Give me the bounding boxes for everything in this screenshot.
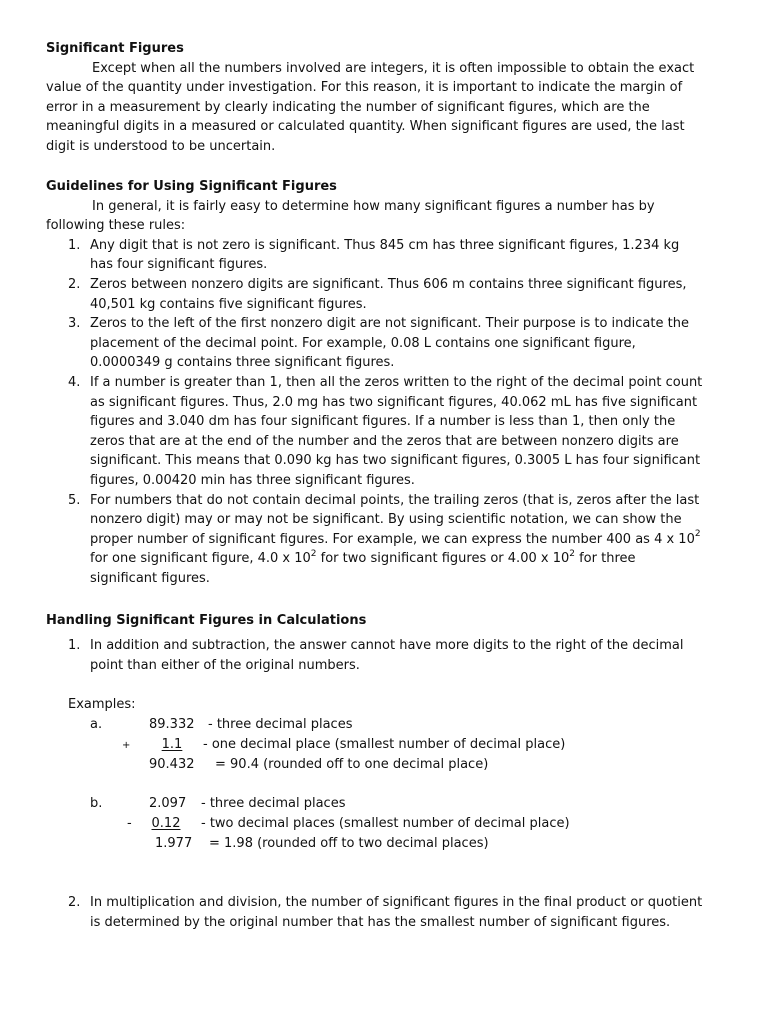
calc-rule-2 [46, 893, 768, 932]
rule-item [46, 275, 706, 314]
rule-text: Zeros to the left of the first nonzero digit are not significant. Their purpose is to indicate the placement of the decimal point. For example, 0.08 L contains one significant figure, 0.0000349 g contains three significant figures. [90, 316, 689, 371]
operand-2: 0.12 [151, 816, 181, 831]
exponent: 2 [310, 548, 317, 559]
examples-label: Examples: [68, 697, 136, 712]
calculations-section [46, 611, 768, 631]
operand-2-note: - two decimal places (smallest number of decimal place) [201, 816, 570, 831]
rounded-result: = 90.4 (rounded off to one decimal place) [215, 757, 489, 772]
section-heading-guidelines: Guidelines for Using Significant Figures [46, 179, 337, 194]
rule-text: Any digit that is not zero is significant. Thus 845 cm has three significant figures, 1.234 kg has four significant figures. [90, 237, 680, 273]
example-letter: a. [90, 717, 103, 732]
minus-sign: - [127, 816, 132, 831]
rule-item [46, 314, 706, 373]
rule-number: 4. [68, 374, 81, 390]
rule-item [46, 491, 706, 589]
rule-number: 1. [68, 237, 81, 253]
calc-item-text: In addition and subtraction, the answer cannot have more digits to the right of the decimal point than either of the original numbers. [90, 638, 684, 673]
rounded-result: = 1.98 (rounded off to two decimal places) [209, 836, 489, 851]
calc-item-number: 1. [68, 638, 81, 653]
rule-text-part: For numbers that do not contain decimal points, the trailing zeros (that is, zeros after the last nonzero digit) may or may not be significant. By using scientific notation, we can show the proper number of significant figures. For example, we can express the number 400 as 4 x 10 [90, 492, 700, 547]
calc-item-number: 2. [68, 895, 81, 910]
operand-1: 89.332 [149, 717, 195, 732]
guidelines-section [46, 177, 768, 588]
rule-text: Zeros between nonzero digits are significant. Thus 606 m contains three significant figures, 40,501 kg contains five significant figures. [90, 276, 687, 312]
rules-list [46, 236, 706, 589]
rule-number: 5. [68, 492, 81, 508]
rule-item [46, 236, 706, 275]
rule-item [46, 373, 706, 491]
rule-text-part: for one significant figure, 4.0 x 10 [90, 551, 311, 567]
guidelines-intro: In general, it is fairly easy to determine how many significant figures a number has by following these rules: [46, 198, 655, 234]
rule-number: 3. [68, 316, 81, 332]
calc-list-2 [46, 893, 706, 932]
rule-number: 2. [68, 276, 81, 292]
sum-result: 90.432 [149, 757, 195, 772]
calc-item [46, 893, 706, 932]
section-heading-calculations: Handling Significant Figures in Calculations [46, 613, 367, 628]
calc-item-text: In multiplication and division, the number of significant figures in the final product or quotient is determined by the original number that has the smallest number of significant figures. [90, 895, 703, 930]
section-heading-significant-figures: Significant Figures [46, 41, 184, 56]
difference-result: 1.977 [155, 836, 193, 851]
significant-figures-section [46, 39, 768, 157]
rule-text: If a number is greater than 1, then all the zeros written to the right of the decimal point count as significant figures. Thus, 2.0 mg has two significant figures, 40.062 mL has five significant figures and 3.040 dm has four significant figures. If a number is less than 1, then only the zeros that are at the end of the number and the zeros that are between nonzero digits are significant. This means that 0.090 kg has two significant figures, 0.3005 L has four significant figures, 0.00420 min has three significant figures. [90, 374, 703, 488]
rule-text-part: for three significant figures. [90, 551, 636, 586]
intro-paragraph: Except when all the numbers involved are integers, it is often impossible to obtain the exact value of the quantity under investigation. For this reason, it is important to indicate the margin of error in a measurement by clearly indicating the number of significant figures, which are the meaningful digits in a measured or calculated quantity. When significant figures are used, the last digit is understood to be uncertain. [46, 60, 695, 154]
operand-1: 2.097 [149, 796, 187, 811]
exponent: 2 [694, 529, 701, 540]
operand-2-note: - one decimal place (smallest number of decimal place) [203, 737, 566, 752]
operand-1-note: - three decimal places [208, 717, 353, 732]
operand-1-note: - three decimal places [201, 796, 346, 811]
operand-2: 1.1 [161, 737, 183, 752]
plus-sign: + [122, 740, 131, 751]
calc-list-1 [46, 636, 706, 675]
calc-rule-1 [46, 636, 768, 675]
exponent: 2 [569, 548, 575, 559]
rule-text-part: for two significant figures or 4.00 x 10 [316, 551, 570, 567]
calc-item [46, 636, 706, 675]
example-letter: b. [90, 796, 103, 811]
